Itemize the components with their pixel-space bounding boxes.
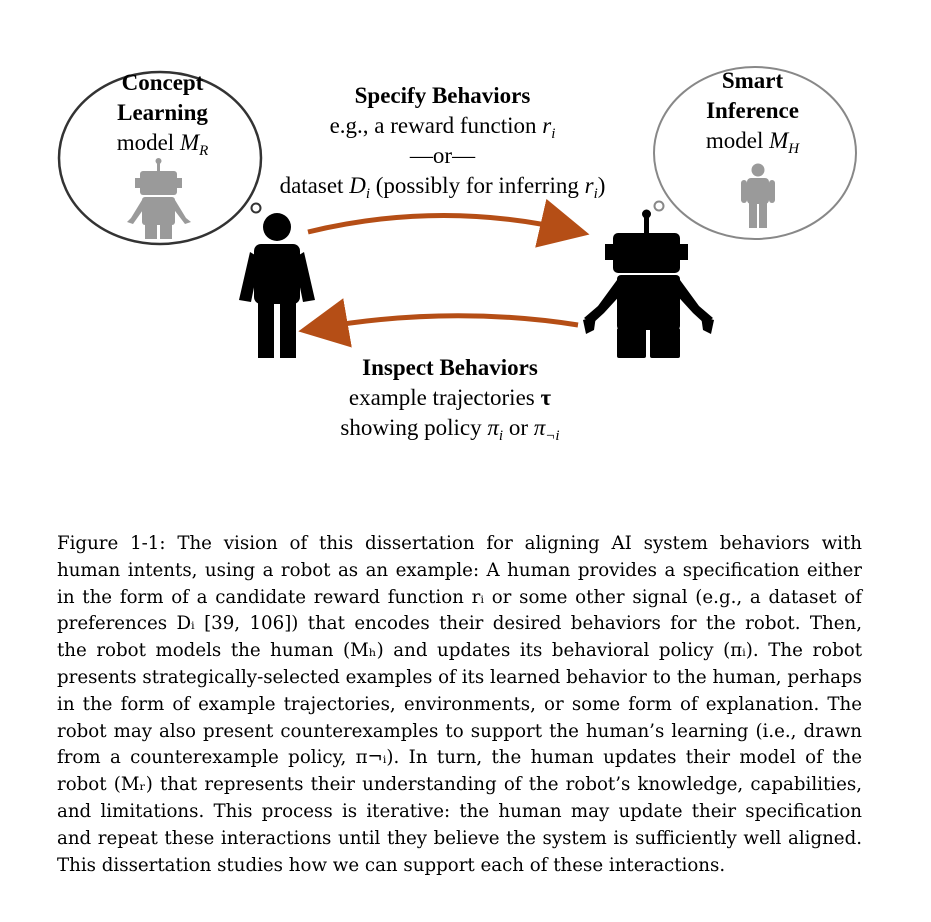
- inspect-arrow: [318, 316, 578, 328]
- specify-line3-sub: i: [365, 186, 370, 202]
- caption-line: and repeat these interactions until they believe the system is sufficiently well aligned.: [57, 827, 862, 849]
- inspect-line1-symbol: τ: [540, 385, 552, 410]
- inspect-line2-symbol2: π: [533, 415, 546, 440]
- robot-bubble-model-label: model: [705, 128, 764, 153]
- inspect-title: Inspect Behaviors: [362, 355, 538, 380]
- human-bubble-model-sub: R: [199, 143, 209, 159]
- caption-line: presents strategically-selected examples of its learned behavior to the human, perhaps: [57, 666, 862, 688]
- specify-line3-symbol2: r: [584, 173, 594, 198]
- caption-line: the robot models the human (Mₕ) and updates its behavioral policy (πᵢ). The robot: [57, 640, 862, 662]
- caption-line: in the form of a candidate reward function rᵢ or some other signal (e.g., a dataset of: [57, 586, 862, 608]
- human-bubble-model-label: model: [116, 130, 175, 155]
- caption-line: robot (Mᵣ) that represents their understanding of the robot’s knowledge, capabilities,: [57, 774, 862, 796]
- robot-thought-dot: [655, 202, 664, 211]
- specify-line1-sub: i: [551, 126, 556, 142]
- specify-line1-symbol: r: [542, 113, 552, 138]
- human-icon: [239, 213, 315, 358]
- caption-line: This dissertation studies how we can support each of these interactions.: [57, 854, 726, 876]
- inspect-line1-prefix: example trajectories: [348, 385, 535, 410]
- caption-line: human intents, using a robot as an example: A human provides a specification either: [57, 559, 862, 581]
- figure-caption: [57, 531, 862, 879]
- caption-line: in the form of example trajectories, environments, or some form of explanation. The: [57, 693, 862, 715]
- robot-icon: [583, 210, 714, 359]
- specify-line3-sub2: i: [593, 186, 598, 202]
- specify-arrow: [308, 215, 570, 232]
- specify-title: Specify Behaviors: [354, 83, 531, 108]
- inspect-line2-sub: i: [498, 428, 504, 444]
- human-bubble-title-line2: Learning: [117, 100, 208, 125]
- caption-line: from a counterexample policy, π¬ᵢ). In turn, the human updates their model of the: [57, 747, 862, 769]
- human-thought-dot: [252, 204, 261, 213]
- robot-bubble-model-sub: H: [788, 141, 800, 157]
- specify-line1-prefix: e.g., a reward function: [329, 113, 537, 138]
- human-bubble-title-line1: Concept: [121, 70, 204, 95]
- human-bubble-model-symbol: M: [179, 130, 200, 155]
- specify-behaviors-label: [255, 81, 630, 201]
- human-bubble-title: [100, 68, 225, 158]
- specify-separator: —or—: [409, 143, 476, 168]
- specify-line3-prefix: dataset: [279, 173, 344, 198]
- caption-line: robot may also present counterexamples to support the human’s learning (i.e., drawn: [57, 720, 862, 742]
- robot-bubble-title-line1: Smart: [721, 68, 784, 93]
- caption-line: and limitations. This process is iterative: the human may update their specification: [57, 800, 862, 822]
- robot-bubble-title-line2: Inference: [706, 98, 799, 123]
- specify-line3-mid: (possibly for inferring: [375, 173, 579, 198]
- inspect-line2-symbol: π: [487, 415, 499, 440]
- specify-line3-symbol: D: [349, 173, 366, 198]
- inspect-behaviors-label: [300, 353, 600, 443]
- robot-bubble-title: [690, 66, 815, 156]
- specify-line3-end: ): [597, 173, 606, 198]
- inspect-line2-sub2: ¬i: [545, 428, 560, 444]
- caption-line: Figure 1-1: The vision of this dissertation for aligning AI system behaviors with: [57, 533, 862, 554]
- inspect-line2-prefix: showing policy: [340, 415, 482, 440]
- robot-bubble-model-symbol: M: [769, 128, 789, 153]
- caption-line: preferences Dᵢ [39, 106]) that encodes their desired behaviors for the robot. Then,: [57, 613, 862, 635]
- inspect-line2-or: or: [508, 415, 528, 440]
